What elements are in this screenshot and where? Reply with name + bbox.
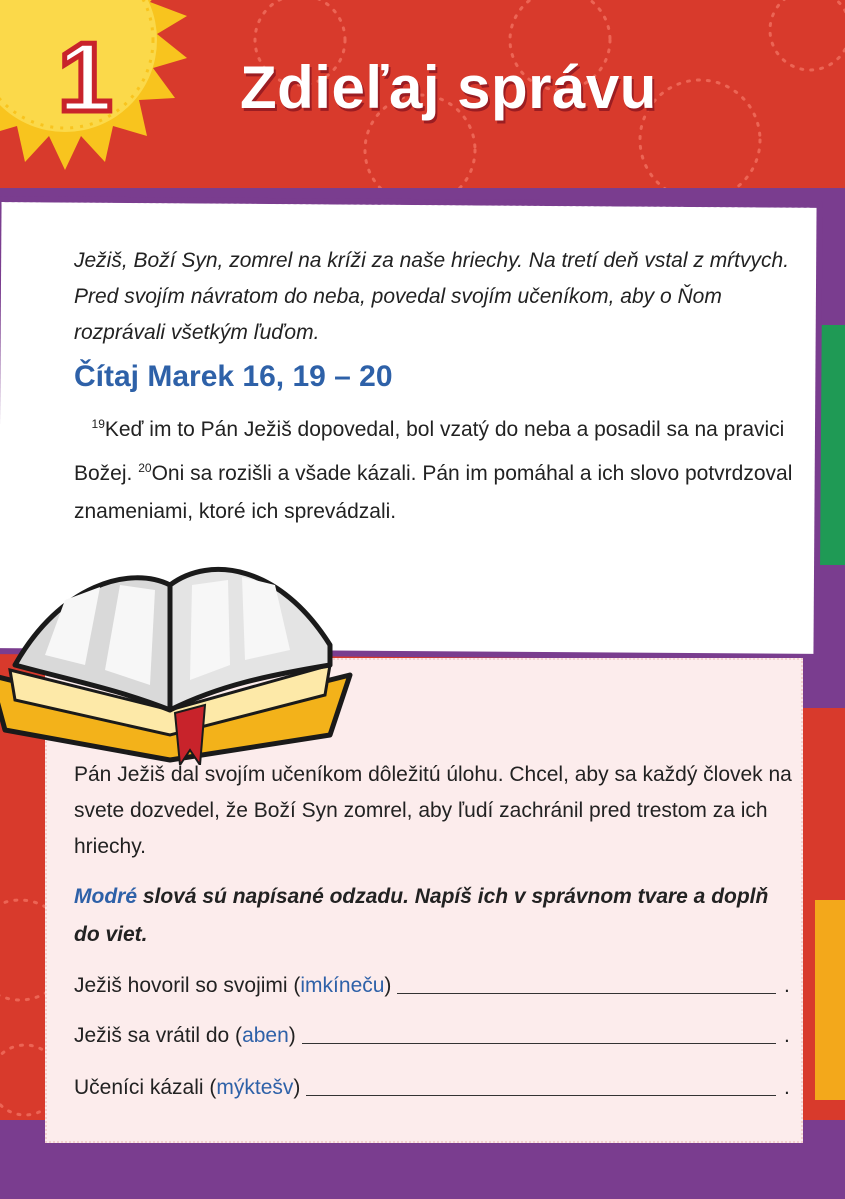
question-text: Ježiš hovoril so svojimi ( bbox=[74, 974, 301, 997]
intro-text: Ježiš, Boží Syn, zomrel na kríži za naše hriechy. Na tretí deň vstal z mŕtvych. Pred svojím návratom do neba, povedal svojím učeníkom, aby o Ňom rozprávali všetkým ľuďom. bbox=[74, 249, 790, 344]
instruction-text: slová sú napísané odzadu. Napíš ich v správnom tvare a doplň do viet. bbox=[74, 885, 769, 946]
question-text: Ježiš sa vrátil do ( bbox=[74, 1024, 243, 1047]
question-period: . bbox=[784, 1076, 790, 1099]
open-bible-icon bbox=[0, 525, 370, 765]
answer-blank[interactable] bbox=[302, 1023, 776, 1044]
fill-in-question bbox=[74, 1014, 794, 1048]
fill-in-question bbox=[74, 1066, 794, 1100]
scrambled-word: mýktešv bbox=[216, 1076, 294, 1099]
section-number: 1 bbox=[58, 22, 113, 132]
reading-heading: Čítaj Marek 16, 19 – 20 bbox=[74, 360, 393, 393]
answer-blank[interactable] bbox=[306, 1075, 776, 1096]
page-title: Zdieľaj správu bbox=[240, 54, 657, 121]
answer-blank[interactable] bbox=[397, 973, 776, 994]
instruction-highlight: Modré bbox=[74, 885, 137, 908]
question-paren: ) bbox=[384, 974, 392, 997]
verse-text: Oni sa rozišli a všade kázali. Pán im pomáhal a ich slovo potvrdzoval znameniami, ktoré ich sprevádzali. bbox=[74, 462, 793, 523]
question-paren: ) bbox=[288, 1024, 296, 1047]
orange-strip bbox=[815, 900, 845, 1100]
scrambled-word: imkíneču bbox=[300, 974, 385, 997]
fill-in-question bbox=[74, 964, 794, 998]
bible-verse bbox=[74, 405, 794, 531]
verse-text: Keď im to Pán Ježiš dopovedal, bol vzatý do neba a posadil sa na pravici Božej. bbox=[74, 418, 785, 485]
instruction bbox=[74, 878, 794, 954]
scrambled-word: aben bbox=[242, 1024, 289, 1047]
question-paren: ) bbox=[293, 1076, 301, 1099]
verse-number: 19 bbox=[91, 417, 105, 431]
question-period: . bbox=[784, 974, 790, 997]
question-text: Učeníci kázali ( bbox=[74, 1076, 217, 1099]
task-paragraph: Pán Ježiš dal svojím učeníkom dôležitú úlohu. Chcel, aby sa každý človek na svete dozvedel, že Boží Syn zomrel, aby ľudí zachránil pred trestom za ich hriechy. bbox=[74, 763, 792, 858]
verse-number: 20 bbox=[138, 461, 152, 475]
green-strip bbox=[820, 325, 845, 565]
question-period: . bbox=[784, 1024, 790, 1047]
